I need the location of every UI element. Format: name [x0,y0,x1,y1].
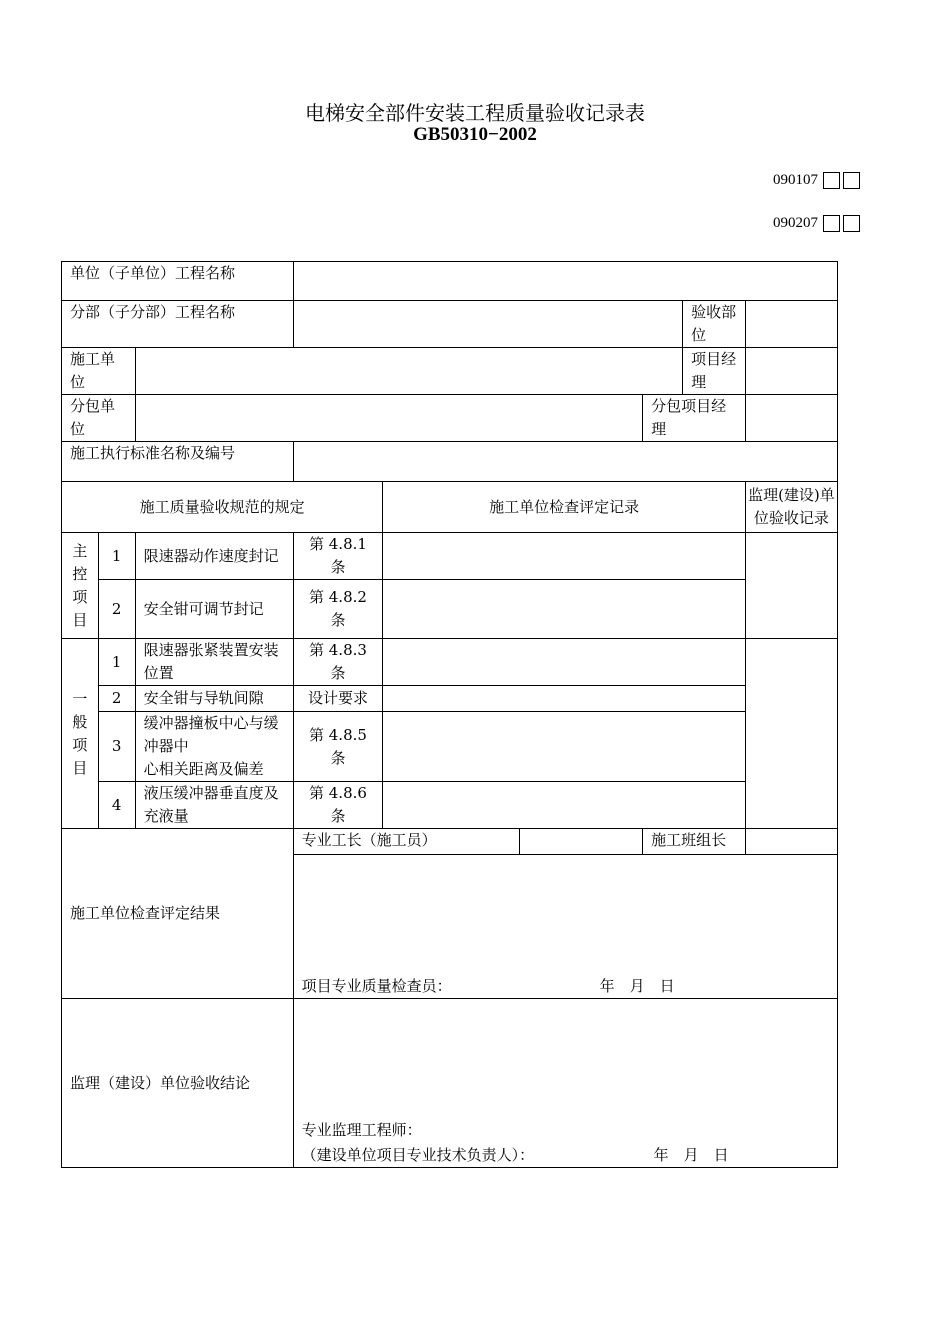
standard-name-value[interactable] [293,442,837,482]
sub-project-value[interactable] [293,301,683,348]
general-item-record[interactable] [383,712,745,782]
supervision-record-header [745,482,837,533]
owner-label: （建设单位项目专业技术负责人）： [301,1146,535,1164]
construction-unit-value[interactable] [135,348,683,395]
form-code-2: 090207 [773,215,818,231]
subcontract-unit-label: 分包单位 [62,395,136,442]
check-date: 年 月 日 [599,977,675,995]
general-supervision-record[interactable] [745,639,837,829]
supervision-conclusion-label: 监理（建设）单位验收结论 [62,999,294,1168]
general-item-text-line-1: 缓冲器撞板中心与缓冲器中 [143,714,279,755]
supervision-header-line-1: 监理(建设)单 [748,486,835,504]
conclusion-date: 年 月 日 [653,1146,729,1164]
general-item-text-line-2: 心相关距离及偏差 [143,760,264,778]
main-item-text: 限速器动作速度封记 [135,533,293,580]
general-item-record[interactable] [383,782,745,829]
main-item-text: 安全钳可调节封记 [135,580,293,639]
unit-project-label: 单位（子单位）工程名称 [62,262,294,301]
general-item-no: 4 [98,782,135,829]
general-item-text: 安全钳与导轨间隙 [135,686,293,712]
team-leader-label: 施工班组长 [643,829,746,855]
general-char: 目 [72,758,88,777]
general-item-clause: 第 4.8.3 条 [293,639,383,686]
inspection-form-table [61,261,838,1168]
form-title: 电梯安全部件安装工程质量验收记录表 [305,101,645,125]
sub-project-label: 分部（子分部）工程名称 [62,301,294,348]
main-item-clause: 第 4.8.1 条 [293,533,383,580]
main-control-char: 主 [72,541,88,560]
accept-part-label: 验收部位 [683,301,746,348]
foreman-label: 专业工长（施工员） [293,829,519,855]
project-manager-label: 项目经理 [683,348,746,395]
general-char: 般 [72,712,88,731]
main-control-char: 目 [72,610,88,629]
main-item-clause: 第 4.8.2 条 [293,580,383,639]
main-control-char: 项 [72,587,88,606]
general-item-no: 1 [98,639,135,686]
unit-project-value[interactable] [293,262,837,301]
general-item-record[interactable] [383,686,745,712]
check-record-header: 施工单位检查评定记录 [383,482,745,533]
standard-name-label: 施工执行标准名称及编号 [62,442,294,482]
foreman-value[interactable] [519,829,642,855]
subcontract-unit-value[interactable] [135,395,643,442]
standard-code: GB50310−2002 [413,124,537,145]
general-item-text: 限速器张紧装置安装位置 [135,639,293,686]
accept-part-value[interactable] [745,301,837,348]
code-checkbox[interactable] [843,172,860,189]
code-checkbox[interactable] [823,172,840,189]
general-label [62,639,99,829]
check-result-label: 施工单位检查评定结果 [62,829,294,999]
check-result-sign-area[interactable] [293,855,837,999]
construction-unit-label: 施工单位 [62,348,136,395]
code-checkbox[interactable] [823,215,840,232]
general-item-text: 液压缓冲器垂直度及充液量 [135,782,293,829]
main-control-char: 控 [72,564,88,583]
subcontract-manager-label: 分包项目经理 [643,395,746,442]
main-item-record[interactable] [383,533,745,580]
inspector-label: 项目专业质量检查员： [301,977,452,995]
subcontract-manager-value[interactable] [745,395,837,442]
main-supervision-record[interactable] [745,533,837,639]
main-item-no: 2 [98,580,135,639]
general-char: 项 [72,735,88,754]
general-item-clause: 设计要求 [293,686,383,712]
form-code-row-2 [773,215,860,232]
main-item-record[interactable] [383,580,745,639]
general-item-no: 2 [98,686,135,712]
general-item-record[interactable] [383,639,745,686]
general-item-no: 3 [98,712,135,782]
general-item-clause: 第 4.8.6 条 [293,782,383,829]
supervision-conclusion-sign-area[interactable] [293,999,837,1168]
main-item-no: 1 [98,533,135,580]
project-manager-value[interactable] [745,348,837,395]
form-code-1: 090107 [773,172,818,188]
general-item-clause: 第 4.8.5 条 [293,712,383,782]
spec-header: 施工质量验收规范的规定 [62,482,383,533]
form-code-row-1 [773,172,860,189]
supervision-header-line-2: 位验收记录 [753,509,829,527]
engineer-label: 专业监理工程师： [301,1121,422,1139]
general-char: 一 [72,689,88,708]
general-item-text-multiline [135,712,293,782]
team-leader-value[interactable] [745,829,837,855]
main-control-label [62,533,99,639]
code-checkbox[interactable] [843,215,860,232]
